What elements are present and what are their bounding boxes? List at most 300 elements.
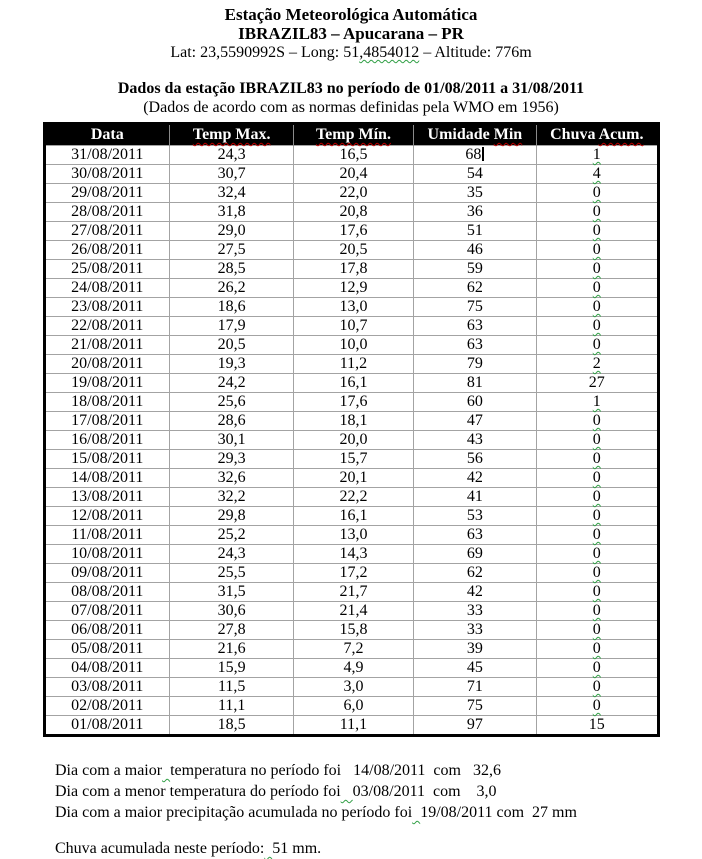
table-row <box>44 374 658 393</box>
umidade-min-cell[interactable] <box>413 298 536 317</box>
umidade-min-cell[interactable] <box>413 412 536 431</box>
temp-max-cell-value: 21,6 <box>217 640 246 657</box>
temp-min-cell-value: 6,0 <box>343 697 364 714</box>
temp-max-cell-value: 30,6 <box>217 602 246 619</box>
date-cell-value: 29/08/2011 <box>71 184 144 201</box>
date-cell-value: 14/08/2011 <box>71 469 144 486</box>
umidade-min-cell-value: 63 <box>466 336 483 353</box>
rain-total-line[interactable] <box>55 838 702 859</box>
umidade-min-cell[interactable] <box>413 336 536 355</box>
temp-max-cell-value: 15,9 <box>217 659 246 676</box>
table-row <box>44 602 658 621</box>
temp-max-cell[interactable] <box>170 393 294 412</box>
chuva-acum-cell-value: 0 <box>592 279 601 296</box>
table-row <box>44 146 658 165</box>
temp-min-cell-value: 18,1 <box>339 412 368 429</box>
temp-min-cell[interactable] <box>294 621 413 640</box>
chuva-acum-cell-value: 0 <box>592 526 601 543</box>
temp-max-cell-value: 30,7 <box>217 165 246 182</box>
date-cell-value: 06/08/2011 <box>71 621 144 638</box>
temp-min-cell-value: 21,4 <box>339 602 368 619</box>
chuva-acum-cell[interactable] <box>537 336 658 355</box>
date-cell-value: 27/08/2011 <box>71 222 144 239</box>
umidade-min-cell-value: 81 <box>466 374 483 391</box>
chuva-acum-cell[interactable] <box>537 526 658 545</box>
temp-max-cell-value: 32,6 <box>217 469 246 486</box>
temp-min-cell[interactable] <box>294 583 413 602</box>
umidade-min-cell[interactable] <box>413 184 536 203</box>
table-row <box>44 203 658 222</box>
temp-max-cell[interactable] <box>170 146 294 165</box>
temp-max-cell[interactable] <box>170 583 294 602</box>
temp-max-cell[interactable] <box>170 431 294 450</box>
temp-max-cell-value: 18,5 <box>217 716 246 733</box>
temp-max-cell[interactable] <box>170 659 294 678</box>
umidade-min-cell-value: 62 <box>466 564 483 581</box>
temp-min-cell-value: 3,0 <box>343 678 364 695</box>
temp-min-cell-value: 20,4 <box>339 165 368 182</box>
date-cell[interactable] <box>44 355 170 374</box>
col-header-chuva-acum-marked: Acum. <box>598 126 644 143</box>
chuva-acum-cell-value: 1 <box>592 146 601 163</box>
temp-min-cell[interactable] <box>294 203 413 222</box>
date-cell-value: 11/08/2011 <box>71 526 144 543</box>
chuva-acum-cell[interactable] <box>537 431 658 450</box>
temp-min-cell[interactable] <box>294 716 413 736</box>
chuva-acum-cell-value: 2 <box>592 355 601 372</box>
chuva-acum-cell[interactable] <box>537 697 658 716</box>
chuva-acum-cell[interactable] <box>537 640 658 659</box>
umidade-min-cell-value: 79 <box>466 355 483 372</box>
temp-min-cell-value: 20,1 <box>339 469 368 486</box>
col-header-temp-max-marked: Temp Max. <box>192 126 271 143</box>
umidade-min-cell[interactable] <box>413 355 536 374</box>
date-cell[interactable] <box>44 241 170 260</box>
temp-min-cell[interactable] <box>294 355 413 374</box>
chuva-acum-cell-value: 0 <box>592 678 601 695</box>
umidade-min-cell-value: 42 <box>466 469 483 486</box>
temp-min-cell[interactable] <box>294 697 413 716</box>
chuva-acum-cell[interactable] <box>537 298 658 317</box>
chuva-acum-cell[interactable] <box>537 621 658 640</box>
temp-min-cell-value: 13,0 <box>339 526 368 543</box>
chuva-acum-cell-value: 0 <box>592 241 601 258</box>
table-row <box>44 469 658 488</box>
temp-max-cell-value: 26,2 <box>217 279 246 296</box>
temp-min-cell-value: 20,0 <box>339 431 368 448</box>
col-header-umidade-min-label: Umidade <box>427 126 494 143</box>
col-header-temp-min[interactable] <box>294 124 413 146</box>
temp-max-cell[interactable] <box>170 203 294 222</box>
date-cell[interactable] <box>44 602 170 621</box>
date-cell[interactable] <box>44 260 170 279</box>
table-row <box>44 317 658 336</box>
temp-max-cell[interactable] <box>170 564 294 583</box>
date-cell-value: 18/08/2011 <box>71 393 144 410</box>
temp-max-cell[interactable] <box>170 317 294 336</box>
chuva-acum-cell[interactable] <box>537 450 658 469</box>
chuva-acum-cell[interactable] <box>537 507 658 526</box>
temp-min-cell[interactable] <box>294 469 413 488</box>
temp-max-cell[interactable] <box>170 469 294 488</box>
table-row <box>44 716 658 736</box>
chuva-acum-cell[interactable] <box>537 659 658 678</box>
umidade-min-cell-value: 68 <box>465 146 482 163</box>
temp-min-cell[interactable] <box>294 678 413 697</box>
date-cell[interactable] <box>44 545 170 564</box>
umidade-min-cell[interactable] <box>413 431 536 450</box>
umidade-min-cell[interactable] <box>413 203 536 222</box>
date-cell[interactable] <box>44 640 170 659</box>
temp-min-cell[interactable] <box>294 317 413 336</box>
col-header-data-label: Data <box>90 126 124 143</box>
temp-min-cell-value: 11,2 <box>339 355 368 372</box>
temp-max-cell[interactable] <box>170 507 294 526</box>
temp-min-cell[interactable] <box>294 260 413 279</box>
date-cell-value: 17/08/2011 <box>71 412 144 429</box>
umidade-min-cell[interactable] <box>413 621 536 640</box>
temp-min-cell[interactable] <box>294 184 413 203</box>
col-header-chuva-acum[interactable] <box>537 124 658 146</box>
date-cell[interactable] <box>44 203 170 222</box>
temp-max-cell[interactable] <box>170 526 294 545</box>
umidade-min-cell[interactable] <box>413 507 536 526</box>
date-cell[interactable] <box>44 450 170 469</box>
temp-min-cell[interactable] <box>294 146 413 165</box>
temp-max-cell[interactable] <box>170 640 294 659</box>
temp-max-cell[interactable] <box>170 374 294 393</box>
date-cell[interactable] <box>44 583 170 602</box>
umidade-min-cell[interactable] <box>413 317 536 336</box>
umidade-min-cell-value: 63 <box>466 317 483 334</box>
temp-max-cell-value: 18,6 <box>217 298 246 315</box>
umidade-min-cell[interactable] <box>413 165 536 184</box>
chuva-acum-cell-value: 27 <box>588 374 605 391</box>
umidade-min-cell[interactable] <box>413 716 536 736</box>
temp-max-cell-value: 28,5 <box>217 260 246 277</box>
table-row <box>44 583 658 602</box>
col-header-chuva-acum-label: Chuva <box>550 126 599 143</box>
date-cell[interactable] <box>44 488 170 507</box>
chuva-acum-cell-value: 1 <box>592 393 601 410</box>
date-cell[interactable] <box>44 716 170 736</box>
date-cell[interactable] <box>44 678 170 697</box>
umidade-min-cell[interactable] <box>413 469 536 488</box>
col-header-data[interactable] <box>44 124 170 146</box>
date-cell[interactable] <box>44 298 170 317</box>
umidade-min-cell[interactable] <box>413 488 536 507</box>
station-location-line <box>0 43 702 63</box>
temp-min-cell-value: 10,7 <box>339 317 368 334</box>
date-cell-value: 19/08/2011 <box>71 374 144 391</box>
max-temp-summary-line[interactable] <box>55 760 702 781</box>
date-cell-value: 22/08/2011 <box>71 317 144 334</box>
chuva-acum-cell[interactable] <box>537 545 658 564</box>
temp-max-cell[interactable] <box>170 279 294 298</box>
chuva-acum-cell[interactable] <box>537 165 658 184</box>
temp-max-cell[interactable] <box>170 241 294 260</box>
umidade-min-cell-value: 42 <box>466 583 483 600</box>
temp-min-cell[interactable] <box>294 241 413 260</box>
chuva-acum-cell[interactable] <box>537 260 658 279</box>
table-body <box>44 146 658 736</box>
location-pre: Lat: 23,5590992S – Long: 51 <box>170 44 360 61</box>
temp-min-cell[interactable] <box>294 526 413 545</box>
max-temp-post: temperatura no período foi 14/08/2011 com 32,6 <box>170 762 501 779</box>
table-row <box>44 621 658 640</box>
chuva-acum-cell[interactable] <box>537 583 658 602</box>
umidade-min-cell-value: 41 <box>466 488 483 505</box>
temp-min-cell[interactable] <box>294 640 413 659</box>
temp-max-cell[interactable] <box>170 716 294 736</box>
temp-max-cell-value: 29,3 <box>217 450 246 467</box>
date-cell-value: 13/08/2011 <box>71 488 144 505</box>
chuva-acum-cell-value: 0 <box>592 317 601 334</box>
temp-min-cell[interactable] <box>294 450 413 469</box>
temp-min-cell[interactable] <box>294 393 413 412</box>
temp-min-cell[interactable] <box>294 545 413 564</box>
chuva-acum-cell[interactable] <box>537 678 658 697</box>
date-cell[interactable] <box>44 659 170 678</box>
chuva-acum-cell-value: 0 <box>592 488 601 505</box>
rain-total-post: 51 mm. <box>272 840 322 857</box>
temp-max-cell-value: 29,8 <box>217 507 246 524</box>
date-cell[interactable] <box>44 564 170 583</box>
temp-min-cell-value: 17,2 <box>339 564 368 581</box>
temp-min-cell[interactable] <box>294 165 413 184</box>
umidade-min-cell[interactable] <box>413 583 536 602</box>
temp-min-cell-value: 16,1 <box>339 374 368 391</box>
umidade-min-cell-value: 56 <box>466 450 483 467</box>
umidade-min-cell[interactable] <box>413 697 536 716</box>
umidade-min-cell[interactable] <box>413 222 536 241</box>
temp-max-cell-value: 25,6 <box>217 393 246 410</box>
temp-min-cell[interactable] <box>294 222 413 241</box>
temp-min-cell-value: 12,9 <box>339 279 368 296</box>
col-header-temp-max[interactable] <box>170 124 294 146</box>
chuva-acum-cell[interactable] <box>537 355 658 374</box>
umidade-min-cell-value: 75 <box>466 298 483 315</box>
temp-max-cell[interactable] <box>170 260 294 279</box>
table-row <box>44 450 658 469</box>
umidade-min-cell[interactable] <box>413 450 536 469</box>
col-header-temp-min-marked: Temp Mín. <box>315 126 391 143</box>
date-cell-value: 28/08/2011 <box>71 203 144 220</box>
temp-max-cell[interactable] <box>170 355 294 374</box>
date-cell[interactable] <box>44 184 170 203</box>
chuva-acum-cell[interactable] <box>537 203 658 222</box>
umidade-min-cell[interactable] <box>413 146 536 165</box>
temp-min-cell-value: 11,1 <box>339 716 368 733</box>
chuva-acum-cell[interactable] <box>537 279 658 298</box>
temp-min-cell[interactable] <box>294 488 413 507</box>
chuva-acum-cell[interactable] <box>537 602 658 621</box>
chuva-acum-cell[interactable] <box>537 184 658 203</box>
chuva-acum-cell[interactable] <box>537 488 658 507</box>
date-cell[interactable] <box>44 431 170 450</box>
date-cell[interactable] <box>44 469 170 488</box>
chuva-acum-cell[interactable] <box>537 146 658 165</box>
temp-max-cell-value: 29,0 <box>217 222 246 239</box>
max-temp-gap-mark <box>162 762 170 779</box>
date-cell[interactable] <box>44 374 170 393</box>
temp-min-cell[interactable] <box>294 602 413 621</box>
temp-min-cell[interactable] <box>294 564 413 583</box>
temp-max-cell-value: 24,3 <box>217 146 246 163</box>
umidade-min-cell-value: 63 <box>466 526 483 543</box>
temp-min-cell-value: 20,8 <box>339 203 368 220</box>
table-row <box>44 279 658 298</box>
temp-min-cell[interactable] <box>294 507 413 526</box>
max-precip-post: 19/08/2011 com 27 mm <box>420 804 577 821</box>
temp-min-cell[interactable] <box>294 279 413 298</box>
chuva-acum-cell-value: 0 <box>592 545 601 562</box>
chuva-acum-cell-value: 0 <box>592 564 601 581</box>
temp-max-cell[interactable] <box>170 678 294 697</box>
date-cell-value: 12/08/2011 <box>71 507 144 524</box>
date-cell[interactable] <box>44 412 170 431</box>
temp-min-cell[interactable] <box>294 298 413 317</box>
temp-max-cell[interactable] <box>170 545 294 564</box>
temp-min-cell-value: 20,5 <box>339 241 368 258</box>
temp-max-cell[interactable] <box>170 165 294 184</box>
umidade-min-cell-value: 69 <box>466 545 483 562</box>
date-cell-value: 26/08/2011 <box>71 241 144 258</box>
umidade-min-cell-value: 36 <box>466 203 483 220</box>
date-cell-value: 07/08/2011 <box>71 602 144 619</box>
date-cell[interactable] <box>44 317 170 336</box>
temp-max-cell[interactable] <box>170 336 294 355</box>
chuva-acum-cell[interactable] <box>537 241 658 260</box>
table-row <box>44 564 658 583</box>
chuva-acum-cell[interactable] <box>537 393 658 412</box>
date-cell[interactable] <box>44 336 170 355</box>
temp-max-cell-value: 20,5 <box>217 336 246 353</box>
umidade-min-cell[interactable] <box>413 374 536 393</box>
temp-max-cell[interactable] <box>170 412 294 431</box>
umidade-min-cell[interactable] <box>413 279 536 298</box>
temp-max-cell[interactable] <box>170 298 294 317</box>
date-cell[interactable] <box>44 621 170 640</box>
umidade-min-cell[interactable] <box>413 260 536 279</box>
max-precip-summary-line[interactable] <box>55 802 702 823</box>
umidade-min-cell[interactable] <box>413 659 536 678</box>
chuva-acum-cell[interactable] <box>537 317 658 336</box>
date-cell[interactable] <box>44 507 170 526</box>
temp-max-cell-value: 11,1 <box>217 697 246 714</box>
chuva-acum-cell-value: 4 <box>592 165 601 182</box>
chuva-acum-cell[interactable] <box>537 222 658 241</box>
location-grammar-marked-text: ,4854012 <box>359 44 420 61</box>
chuva-acum-cell[interactable] <box>537 374 658 393</box>
temp-max-cell-value: 24,3 <box>217 545 246 562</box>
temp-max-cell[interactable] <box>170 488 294 507</box>
date-cell-value: 05/08/2011 <box>71 640 144 657</box>
umidade-min-cell-value: 71 <box>466 678 483 695</box>
temp-max-cell-value: 25,5 <box>217 564 246 581</box>
temp-max-cell[interactable] <box>170 184 294 203</box>
chuva-acum-cell[interactable] <box>537 564 658 583</box>
umidade-min-cell[interactable] <box>413 241 536 260</box>
temp-min-cell-value: 16,1 <box>339 507 368 524</box>
date-cell[interactable] <box>44 279 170 298</box>
umidade-min-cell[interactable] <box>413 640 536 659</box>
date-cell[interactable] <box>44 697 170 716</box>
col-header-umidade-min[interactable] <box>413 124 536 146</box>
date-cell-value: 24/08/2011 <box>71 279 144 296</box>
temp-max-cell[interactable] <box>170 602 294 621</box>
date-cell-value: 09/08/2011 <box>71 564 144 581</box>
temp-min-cell-value: 13,0 <box>339 298 368 315</box>
document-header <box>0 5 702 63</box>
min-temp-summary-line[interactable] <box>55 781 702 802</box>
umidade-min-cell[interactable] <box>413 526 536 545</box>
umidade-min-cell-value: 53 <box>466 507 483 524</box>
date-cell-value: 08/08/2011 <box>71 583 144 600</box>
table-row <box>44 488 658 507</box>
temp-max-cell-value: 30,1 <box>217 431 246 448</box>
temp-max-cell-value: 27,8 <box>217 621 246 638</box>
temp-min-cell[interactable] <box>294 659 413 678</box>
date-cell[interactable] <box>44 222 170 241</box>
temp-max-cell-value: 24,2 <box>217 374 246 391</box>
temp-max-cell[interactable] <box>170 450 294 469</box>
chuva-acum-cell[interactable] <box>537 469 658 488</box>
date-cell-value: 02/08/2011 <box>71 697 144 714</box>
chuva-acum-cell[interactable] <box>537 412 658 431</box>
date-cell[interactable] <box>44 526 170 545</box>
table-row <box>44 659 658 678</box>
umidade-min-cell[interactable] <box>413 678 536 697</box>
temp-min-cell[interactable] <box>294 374 413 393</box>
temp-max-cell[interactable] <box>170 697 294 716</box>
temp-max-cell-value: 11,5 <box>217 678 246 695</box>
umidade-min-cell[interactable] <box>413 564 536 583</box>
temp-max-cell[interactable] <box>170 222 294 241</box>
table-row <box>44 336 658 355</box>
temp-max-cell-value: 28,6 <box>217 412 246 429</box>
min-temp-pre: Dia com a menor temperatura do período foi <box>55 783 341 800</box>
temp-min-cell[interactable] <box>294 336 413 355</box>
temp-max-cell-value: 27,5 <box>217 241 246 258</box>
chuva-acum-cell-value: 0 <box>592 298 601 315</box>
date-cell[interactable] <box>44 165 170 184</box>
umidade-min-cell-value: 39 <box>466 640 483 657</box>
rain-total-pre: Chuva acumulada neste período: <box>55 840 265 857</box>
temp-min-cell[interactable] <box>294 412 413 431</box>
temp-min-cell[interactable] <box>294 431 413 450</box>
date-cell[interactable] <box>44 393 170 412</box>
temp-max-cell[interactable] <box>170 621 294 640</box>
table-row <box>44 260 658 279</box>
table-row <box>44 393 658 412</box>
chuva-acum-cell-value: 0 <box>592 412 601 429</box>
chuva-acum-cell[interactable] <box>537 716 658 736</box>
temp-min-cell-value: 21,7 <box>339 583 368 600</box>
umidade-min-cell[interactable] <box>413 545 536 564</box>
umidade-min-cell[interactable] <box>413 393 536 412</box>
date-cell-value: 23/08/2011 <box>71 298 144 315</box>
table-row <box>44 165 658 184</box>
table-row <box>44 184 658 203</box>
date-cell-value: 04/08/2011 <box>71 659 144 676</box>
umidade-min-cell-value: 60 <box>466 393 483 410</box>
table-row <box>44 678 658 697</box>
date-cell[interactable] <box>44 146 170 165</box>
table-row <box>44 222 658 241</box>
umidade-min-cell[interactable] <box>413 602 536 621</box>
table-row <box>44 298 658 317</box>
